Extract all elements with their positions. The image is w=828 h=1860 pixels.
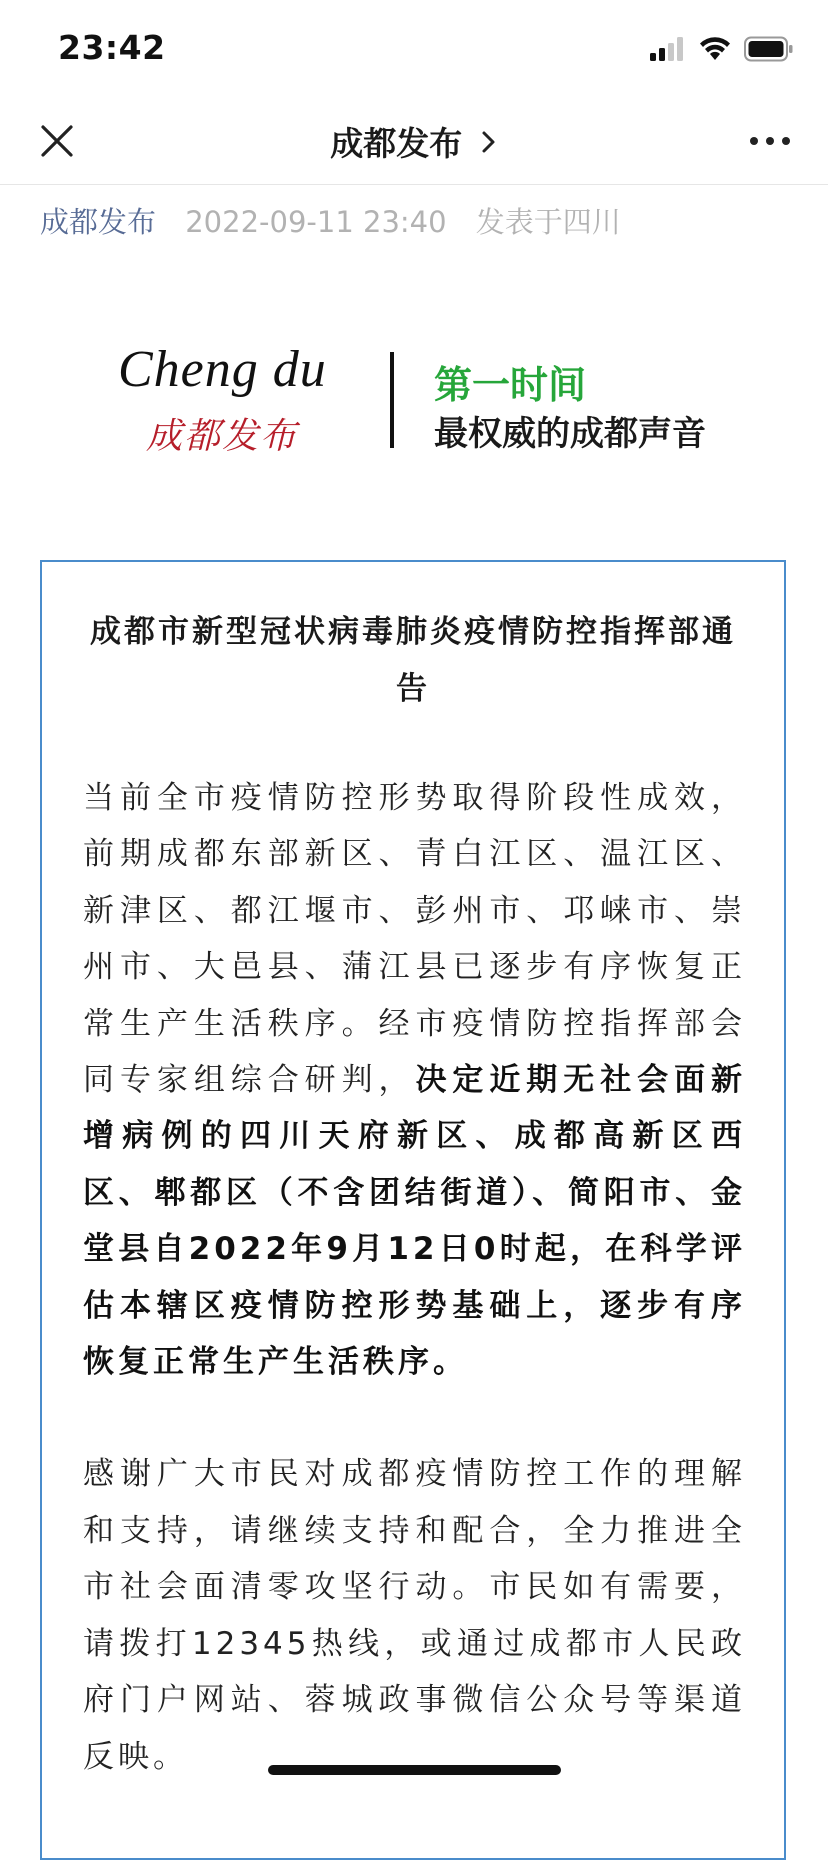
status-bar: [0, 0, 828, 100]
notice-box: [40, 560, 786, 1860]
banner-logo: [112, 340, 732, 460]
battery-icon: [744, 36, 794, 62]
publish-date: 2022-09-11 23:40: [185, 205, 447, 239]
wifi-icon: [698, 36, 732, 62]
slogan-line1: 第一时间: [434, 362, 587, 407]
logo-english: Cheng du: [118, 341, 327, 398]
logo-chinese: 成都发布: [146, 416, 299, 457]
notice-body: [83, 770, 746, 1841]
nav-title[interactable]: [0, 118, 828, 165]
account-name-link[interactable]: 成都发布: [40, 205, 157, 239]
logo-divider: [390, 352, 394, 448]
publish-location: 发表于四川: [475, 205, 621, 239]
nav-bar: [0, 100, 828, 185]
article-meta: [40, 200, 621, 241]
status-icons: [650, 36, 794, 62]
chevron-right-icon: [480, 130, 498, 154]
notice-paragraph-1-bold: 决定近期无社会面新增病例的四川天府新区、成都高新区西区、郫都区（不含团结街道）、简阳市、金堂县自2022年9月12日0时起，在科学评估本辖区疫情防控形势基础上，逐步有序恢复正常生产生活秩序。: [83, 1062, 747, 1381]
notice-title: 成都市新型冠状病毒肺炎疫情防控指挥部通告: [90, 614, 736, 707]
signal-icon: [650, 37, 686, 61]
status-time: 23:42: [58, 28, 166, 67]
notice-paragraph-1: [83, 770, 746, 1390]
nav-title-label: 成都发布: [330, 124, 463, 163]
notice-paragraph-2: 感谢广大市民对成都疫情防控工作的理解和支持，请继续支持和配合，全力推进全市社会面清零攻坚行动。市民如有需要，请拨打12345热线，或通过成都市人民政府门户网站、蓉城政事微信公众号等渠道反映。: [83, 1456, 746, 1775]
slogan-line2: 最权威的成都声音: [434, 414, 706, 454]
home-indicator[interactable]: [268, 1765, 561, 1775]
notice-paragraph-1-text: 当前全市疫情防控形势取得阶段性成效，前期成都东部新区、青白江区、温江区、新津区、都江堰市、彭州市、邛崃市、崇州市、大邑县、蒲江县已逐步有序恢复正常生产生活秩序。经市疫情防控指挥部会同专家组综合研判，: [83, 780, 746, 1099]
more-icon[interactable]: [748, 126, 792, 156]
